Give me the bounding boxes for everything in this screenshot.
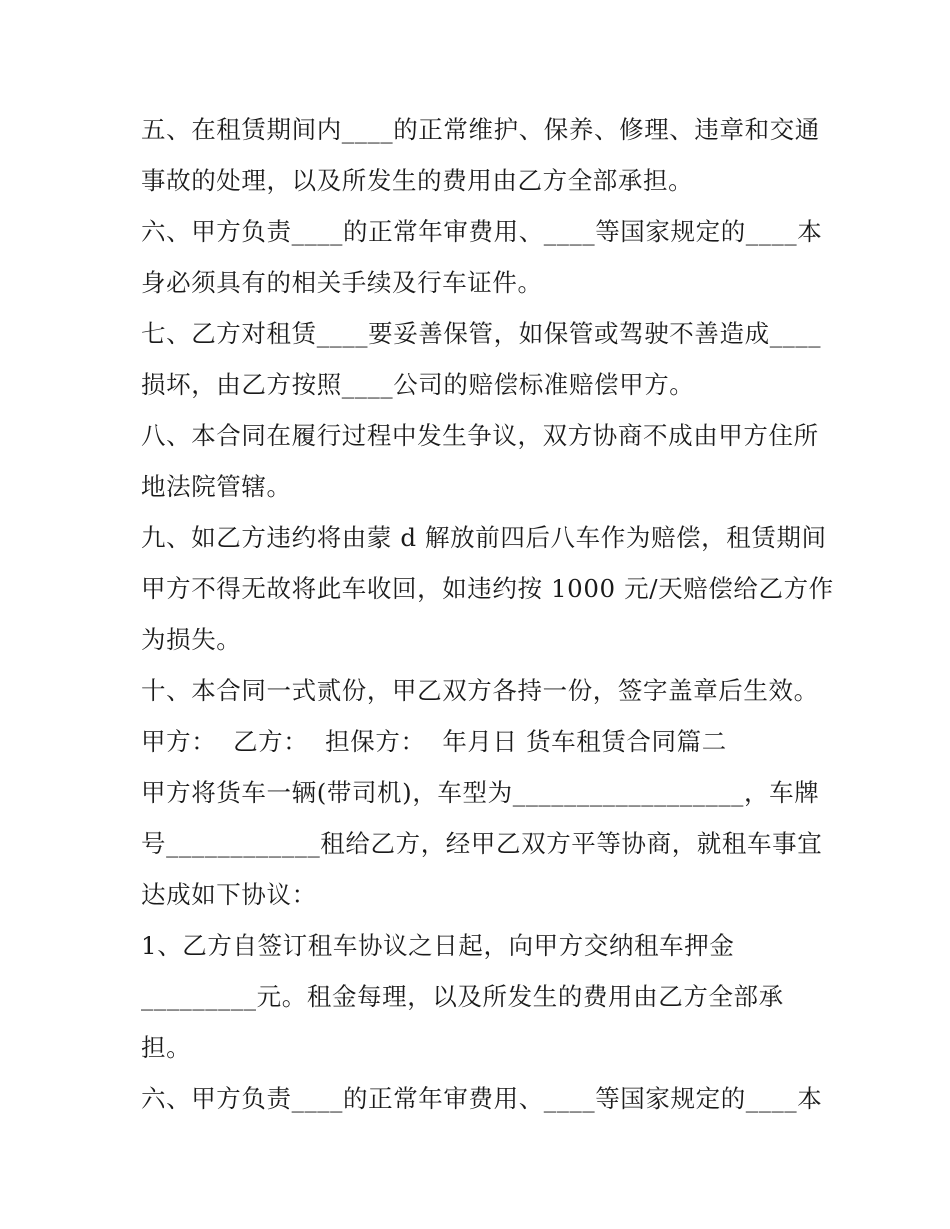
text-line: 六、甲方负责____的正常年审费用、____等国家规定的____本: [141, 217, 823, 246]
text-line: 损坏，由乙方按照____公司的赔偿标准赔偿甲方。: [141, 370, 695, 399]
text-line: 为损失。: [141, 625, 242, 654]
text-line: 八、本合同在履行过程中发生争议，双方协商不成由甲方住所: [141, 421, 819, 450]
text-line: 身必须具有的相关手续及行车证件。: [141, 268, 543, 297]
text-line: 地法院管辖。: [141, 472, 292, 501]
text-line: 七、乙方对租赁____要妥善保管，如保管或驾驶不善造成____: [141, 319, 822, 348]
text-line: 五、在租赁期间内____的正常维护、保养、修理、违章和交通: [141, 115, 820, 144]
text-line: 十、本合同一式贰份，甲乙双方各持一份，签字盖章后生效。: [141, 676, 819, 705]
text-line: 1、乙方自签订租车协议之日起，向甲方交纳租车押金: [141, 931, 735, 960]
text-line: _________元。租金每理，以及所发生的费用由乙方全部承: [141, 982, 784, 1011]
text-line: 六、甲方负责____的正常年审费用、____等国家规定的____本: [141, 1084, 823, 1113]
signature-line: 甲方： 乙方： 担保方： 年月日 货车租赁合同篇二: [141, 727, 727, 756]
document-body: [141, 104, 834, 1124]
text-line: 号____________租给乙方，经甲乙双方平等协商，就租车事宜: [141, 829, 823, 858]
text-line: 担。: [141, 1033, 192, 1062]
text-line: 甲方将货车一辆(带司机)，车型为__________________，车牌: [141, 778, 820, 807]
text-line: 甲方不得无故将此车收回，如违约按 1000 元/天赔偿给乙方作: [141, 574, 834, 603]
text-line: 事故的处理，以及所发生的费用由乙方全部承担。: [141, 166, 694, 195]
text-line: 达成如下协议：: [141, 880, 317, 909]
text-line: 九、如乙方违约将由蒙 d 解放前四后八车作为赔偿，租赁期间: [141, 523, 827, 552]
